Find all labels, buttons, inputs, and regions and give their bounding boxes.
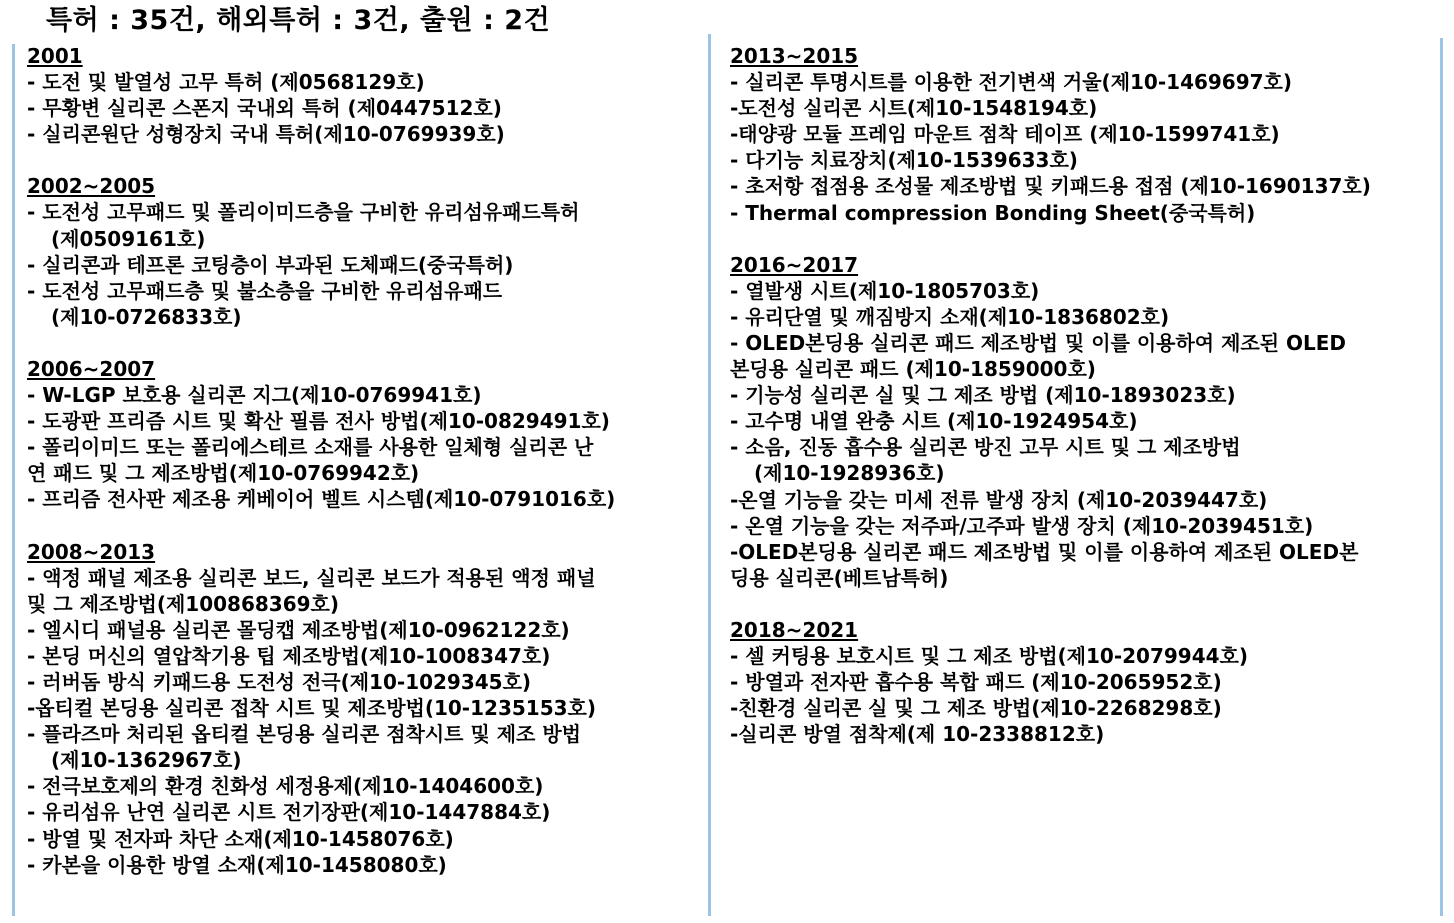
patent-item-line: - OLED본딩용 실리콘 패드 제조방법 및 이를 이용하여 제조된 OLED [730,330,1347,355]
year-heading: 2006~2007 [27,356,156,381]
patent-item [27,95,697,121]
patent-item-line: - 방열과 전자판 흡수용 복합 패드 (제10-2065952호) [730,670,1222,695]
patent-item-line: -옵티컬 본딩용 실리콘 접착 시트 및 제조방법(10-1235153호) [27,696,596,721]
patent-item-line: - 본딩 머신의 열압착기용 팁 제조방법(제10-1008347호) [27,643,551,668]
patent-item [27,669,697,695]
patent-item [730,513,1435,539]
patent-item [730,121,1435,147]
patent-year-section [730,252,1435,591]
patent-item-line: - Thermal compression Bonding Sheet(중국특허) [730,200,1256,225]
patent-item [730,539,1435,591]
patent-item-line: - 다기능 치료장치(제10-1539633호) [730,148,1078,173]
patent-item-line: - 카본을 이용한 방열 소재(제10-1458080호) [27,852,447,877]
patent-item-line: - 전극보호제의 환경 친화성 세정용제(제10-1404600호) [27,774,544,799]
patent-item-line: - 열발생 시트(제10-1805703호) [730,278,1040,303]
patent-item-line: - 엘시디 패널용 실리콘 몰딩캡 제조방법(제10-0962122호) [27,617,570,642]
patent-item-line: - 폴리이미드 또는 폴리에스테르 소재를 사용한 일체형 실리콘 난 [27,435,594,460]
patent-year-section [27,43,697,147]
patent-item-line: - 방열 및 전자파 차단 소재(제10-1458076호) [27,826,454,851]
patent-item [27,278,697,330]
patent-item [730,147,1435,173]
patent-item [730,173,1435,199]
patent-item [27,252,697,278]
patent-item-continuation: 딩용 실리콘(베트남특허) [730,565,949,590]
patent-item [27,408,697,434]
patent-item [27,695,697,721]
patent-item-line: -친환경 실리콘 실 및 그 제조 방법(제10-2268298호) [730,696,1222,721]
patent-item-line: - 실리콘 투명시트를 이용한 전기변색 거울(제10-1469697호) [730,70,1293,95]
patent-item [730,434,1435,486]
patent-item-continuation: (제10-1362967호) [51,748,242,773]
patent-item [27,69,697,95]
patent-item-line: -OLED본딩용 실리콘 패드 제조방법 및 이를 이용하여 제조된 OLED본 [730,539,1359,564]
right-column [730,43,1435,747]
patent-item [27,121,697,147]
patent-item [27,643,697,669]
patent-item-line: - 기능성 실리콘 실 및 그 제조 방법 (제10-1893023호) [730,383,1236,408]
patent-item [27,434,697,486]
patent-item [730,695,1435,721]
patent-item-line: - 셀 커팅용 보호시트 및 그 제조 방법(제10-2079944호) [730,643,1248,668]
patent-item-line: - 액정 패널 제조용 실리콘 보드, 실리콘 보드가 적용된 액정 패널 [27,565,596,590]
patent-item [27,799,697,825]
patent-item-line: -도전성 실리콘 시트(제10-1548194호) [730,96,1098,121]
patent-item-line: -온열 기능을 갖는 미세 전류 발생 장치 (제10-2039447호) [730,487,1268,512]
patent-item-line: - 도전성 고무패드층 및 불소층을 구비한 유리섬유패드 [27,278,503,303]
patent-item [27,486,697,512]
patent-item [730,330,1435,382]
patent-item-line: - 실리콘원단 성형장치 국내 특허(제10-0769939호) [27,122,505,147]
patent-item-line: - 프리즘 전사판 제조용 케베이어 벨트 시스템(제10-0791016호) [27,487,616,512]
year-heading: 2018~2021 [730,617,859,642]
patent-item [730,721,1435,747]
patent-item-line: - 소음, 진동 흡수용 실리콘 방진 고무 시트 및 그 제조방법 [730,435,1241,460]
right-column-rule [1440,38,1443,916]
patent-item [730,200,1435,226]
patent-item [730,382,1435,408]
patent-item [730,95,1435,121]
year-heading: 2013~2015 [730,44,859,68]
patent-item [730,69,1435,95]
patent-item-continuation: (제10-1928936호) [754,461,945,486]
patent-item [730,669,1435,695]
patent-item [27,721,697,773]
patent-item-continuation: 연 패드 및 그 제조방법(제10-0769942호) [27,461,420,486]
patent-item-line: - 고수명 내열 완충 시트 (제10-1924954호) [730,409,1138,434]
patent-item-line: - 러버돔 방식 키패드용 도전성 전극(제10-1029345호) [27,669,532,694]
year-heading: 2008~2013 [27,539,156,564]
patent-item-line: - 플라즈마 처리된 옵티컬 본딩용 실리콘 점착시트 및 제조 방법 [27,722,581,747]
page-title: 특허 : 35건, 해외특허 : 3건, 출원 : 2건 [46,5,551,36]
patent-item-line: - 실리콘과 테프론 코팅층이 부과된 도체패드(중국특허) [27,252,514,277]
patent-item [730,487,1435,513]
patent-item-line: - 유리단열 및 깨짐방지 소재(제10-1836802호) [730,304,1170,329]
patent-item [730,408,1435,434]
center-column-rule [708,34,711,916]
patent-item-continuation: 및 그 제조방법(제100868369호) [27,591,340,616]
patent-item [27,773,697,799]
patent-item [27,199,697,251]
patent-item-line: - 도전성 고무패드 및 폴리이미드층을 구비한 유리섬유패드특허 [27,200,580,225]
year-heading: 2002~2005 [27,174,156,199]
year-heading: 2001 [27,44,83,68]
patent-item-line: - 도광판 프리즘 시트 및 확산 필름 전사 방법(제10-0829491호) [27,409,610,434]
patent-item-line: - 온열 기능을 갖는 저주파/고주파 발생 장치 (제10-2039451호) [730,513,1314,538]
patent-year-section [730,43,1435,226]
patent-item-line: -실리콘 방열 점착제(제 10-2338812호) [730,722,1105,747]
left-column [27,43,697,878]
patent-item-line: - 유리섬유 난연 실리콘 시트 전기장판(제10-1447884호) [27,800,551,825]
patent-item [730,304,1435,330]
left-column-rule [12,44,15,916]
patent-item-line: -태양광 모듈 프레임 마운트 점착 테이프 (제10-1599741호) [730,122,1280,147]
patent-item-continuation: (제10-0726833호) [51,304,242,329]
patent-item [27,617,697,643]
patent-year-section [730,617,1435,747]
patent-item-line: - W-LGP 보호용 실리콘 지그(제10-0769941호) [27,383,482,408]
patent-year-section [27,173,697,330]
patent-item [27,826,697,852]
patent-item-continuation: 본딩용 실리콘 패드 (제10-1859000호) [730,357,1096,382]
patent-item [27,382,697,408]
year-heading: 2016~2017 [730,252,859,277]
patent-item-line: - 도전 및 발열성 고무 특허 (제0568129호) [27,70,425,95]
patent-item [27,852,697,878]
patent-item [730,643,1435,669]
patent-item-line: - 초저항 접점용 조성물 제조방법 및 키패드용 접점 (제10-1690137호) [730,174,1371,199]
patent-year-section [27,356,697,513]
patent-item [27,565,697,617]
patent-item-line: - 무황변 실리콘 스폰지 국내외 특허 (제0447512호) [27,96,502,121]
patent-item [730,278,1435,304]
patent-year-section [27,539,697,878]
patent-item-continuation: (제0509161호) [51,226,206,251]
